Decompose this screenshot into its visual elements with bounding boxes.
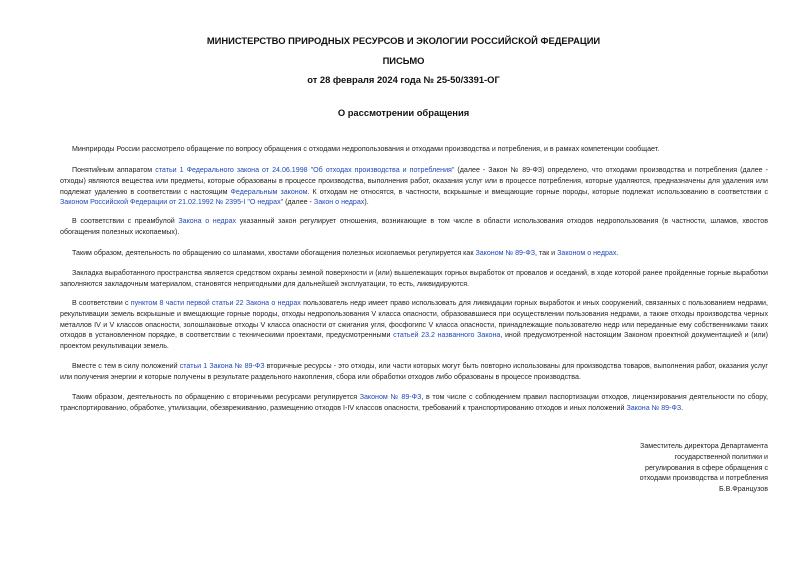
paragraph-text: Закладка выработанного пространства является средством охраны земной поверхности и (или) вышележащих горных выработок от провалов и оседаний, в ходе которой ранее пройденные горные выработки заполняются закладочным материалом, становятся непригодными для дальнейшей эксплуатации, то есть, ликвидируются. [60,269,768,288]
paragraph-text: (далее - Закон № 89-ФЗ) определено, что отходами производства и потребления (далее - отходы) являются вещества или предметы, которые образованы в процессе производства, выполнения работ, оказания услуг или в процессе потребления, которые удаляются, предназначены для удаления или подлежат удалению в соответствии с настоящим [60,166,768,196]
paragraph-2 [60,165,768,208]
paragraph-text: Понятийным аппаратом [72,166,156,174]
law-link[interactable]: Закона о недрах [178,217,237,225]
document-subject: О рассмотрении обращения [337,107,470,118]
law-link[interactable]: Закона № 89-ФЗ [626,403,682,412]
law-link[interactable]: Федеральным законом [230,187,308,196]
paragraph-text: Вместе с тем в силу положений [72,362,180,370]
paragraph-4 [60,248,768,259]
law-link[interactable]: Законом № 89-ФЗ [475,249,536,257]
law-link[interactable]: Законом о недрах [557,249,617,257]
paragraph-text: В соответствии с [72,299,131,307]
paragraph-text: Таким образом, деятельность по обращению со шламами, хвостами обогащения полезных ископаемых регулируется как [72,249,476,257]
paragraph-text: . К отходам не относятся, в частности, вскрышные и вмещающие горные породы, которые подлежат использованию в соответствии с [307,187,769,196]
law-link[interactable]: Законом № 89-ФЗ [359,393,422,401]
paragraph-text: Минприроды России рассмотрело обращение по вопросу обращения с отходами недропользования и отходами производства и потребления, и в рамках компетенции сообщает. [72,145,660,153]
paragraph-text: вторичные ресурсы - это отходы, или части которых могут быть повторно использованы для производства товаров, выполнения работ, оказания услуг или получения энергии и которые получены в результате раздельного накопления, сбора или обработки отходов либо образованы в процессе производства. [60,362,768,381]
paragraph-text: , иной предусмотренной настоящим Законом проектной документацией и (или) проектом рекультивации земель. [60,331,769,351]
paragraph-text: . [616,249,619,257]
law-link[interactable]: Законом Российской Федерации от 21.02.1992 № 2395-I "О недрах" [60,198,284,207]
paragraph-3 [60,216,768,238]
law-link[interactable]: статьей 23.2 названного Закона [393,331,501,340]
law-link[interactable]: статьи 1 Федерального закона от 24.06.1998 "Об отходах производства и потребления" [155,166,455,174]
paragraph-1 [60,144,768,155]
document-type: ПИСЬМО [382,55,425,66]
paragraph-text: , в том числе с соблюдением правил паспортизации отходов, лицензирования деятельности по сбору, транспортированию, обработке, утилизации, обезвреживанию, размещению отходов I-IV классов опасности, требований к транспортированию отходов и иных положений [60,393,768,412]
signature-block [598,441,768,495]
paragraph-text: , так и [535,249,558,257]
paragraph-text: Таким образом, деятельность по обращению с вторичными ресурсами регулируется [72,393,360,401]
law-link[interactable]: статьи 1 Закона № 89-ФЗ [179,362,265,370]
signature-position-line: государственной политики и [674,452,768,461]
ministry-title: МИНИСТЕРСТВО ПРИРОДНЫХ РЕСУРСОВ И ЭКОЛОГИИ РОССИЙСКОЙ ФЕДЕРАЦИИ [206,35,601,46]
signature-position-line: Заместитель директора Департамента [640,442,768,450]
law-link[interactable]: Закон о недрах [313,198,365,207]
document-date-number: от 28 февраля 2024 года № 25-50/3391-ОГ [307,74,500,85]
signature-position-line: отходами производства и потребления [639,474,768,483]
signature-position-line: регулирования в сфере обращения с [645,463,768,472]
paragraph-text: указанный закон регулирует отношения, возникающие в том числе в области использования отходов недропользования (в частности, шламов, хвостов обогащения полезных ископаемых). [60,217,768,236]
paragraph-7 [60,361,768,383]
paragraph-text: ). [364,198,369,207]
paragraph-6 [60,298,768,352]
paragraph-text: (далее - [283,198,314,207]
law-link[interactable]: пунктом 8 части первой статьи 22 Закона о недрах [130,299,301,307]
paragraph-text: пользователь недр имеет право использовать для ликвидации горных выработок и иных сооружений, связанных с пользованием недрами, рекультивации земель вскрышные и вмещающие горные породы, отходы недропользования V класса опасности, образовавшиеся при осуществлении пользования недрами, а также отходы производства черных металлов IV и V классов опасности, золошлаковые отходы V класса опасности от сжигания угля, фосфогипс V класса опасности, принадлежащие пользователю недр или переданные ему собственниками таких отходов в установленном порядке, в соответствии с техническими проектами, предусмотренными [60,299,768,340]
paragraph-8 [60,392,768,414]
signatory-name: Б.В.Французов [718,485,768,494]
paragraph-text: . [681,403,684,412]
paragraph-5 [60,268,768,290]
paragraph-text: В соответствии с преамбулой [72,217,179,225]
